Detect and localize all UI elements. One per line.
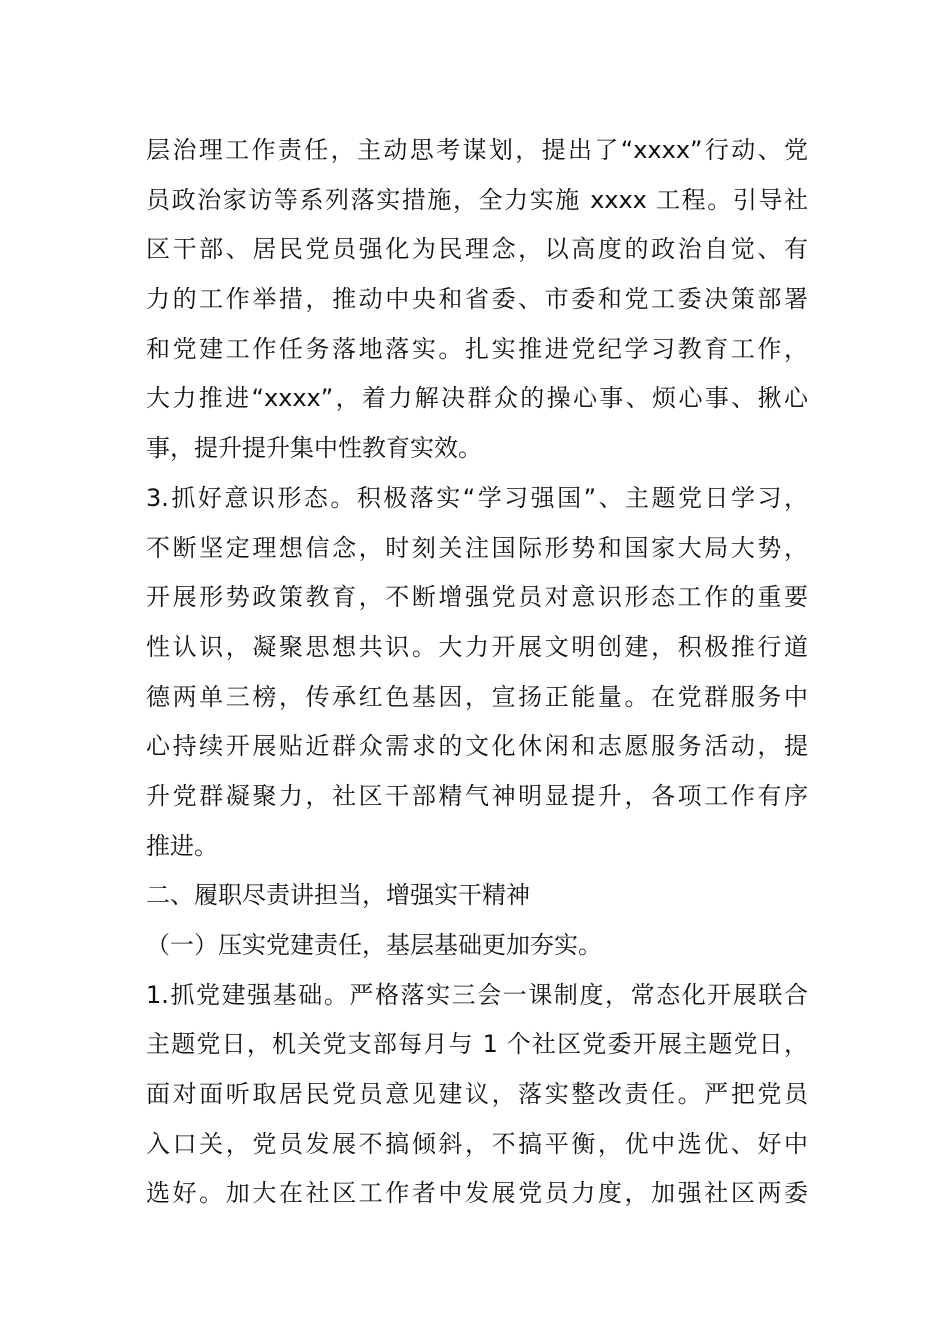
text-line: 区干部、居民党员强化为民理念，以高度的政治自觉、有	[146, 235, 808, 264]
text-line: 入口关，党员发展不搞倾斜，不搞平衡，优中选优、好中	[146, 1129, 808, 1158]
text-line: 和党建工作任务落地落实。扎实推进党纪学习教育工作，	[146, 334, 808, 363]
text-line: 1.抓党建强基础。严格落实三会一课制度，常态化开展联合	[146, 980, 808, 1009]
text-line: 3.抓好意识形态。积极落实“学习强国”、主题党日学习，	[146, 483, 808, 512]
body-text	[146, 126, 808, 1219]
text-line: 不断坚定理想信念，时刻关注国际形势和国家大局大势，	[146, 533, 808, 562]
text-line: 升党群凝聚力，社区干部精气神明显提升，各项工作有序	[146, 781, 808, 810]
text-line: 心持续开展贴近群众需求的文化休闲和志愿服务活动，提	[146, 732, 808, 761]
subsection-heading: （一）压实党建责任，基层基础更加夯实。	[146, 931, 602, 959]
text-line: 面对面听取居民党员意见建议，落实整改责任。严把党员	[146, 1080, 808, 1109]
section-heading: 二、履职尽责讲担当，增强实干精神	[146, 881, 530, 910]
text-line: 力的工作举措，推动中央和省委、市委和党工委决策部署	[146, 285, 808, 314]
text-line: 德两单三榜，传承红色基因，宣扬正能量。在党群服务中	[146, 682, 808, 711]
text-line: 主题党日，机关党支部每月与 1 个社区党委开展主题党日，	[146, 1030, 808, 1059]
text-line: 性认识，凝聚思想共识。大力开展文明创建，积极推行道	[146, 632, 808, 661]
paragraph-end-line: 推进。	[146, 831, 218, 860]
text-line: 开展形势政策教育，不断增强党员对意识形态工作的重要	[146, 583, 808, 612]
text-line: 员政治家访等系列落实措施，全力实施 xxxx 工程。引导社	[146, 185, 808, 214]
text-line: 层治理工作责任，主动思考谋划，提出了“xxxx”行动、党	[146, 136, 808, 164]
text-line: 选好。加大在社区工作者中发展党员力度，加强社区两委	[146, 1179, 808, 1208]
text-line: 大力推进“xxxx”，着力解决群众的操心事、烦心事、揪心	[146, 384, 808, 413]
paragraph-end-line: 事，提升提升集中性教育实效。	[146, 434, 482, 463]
